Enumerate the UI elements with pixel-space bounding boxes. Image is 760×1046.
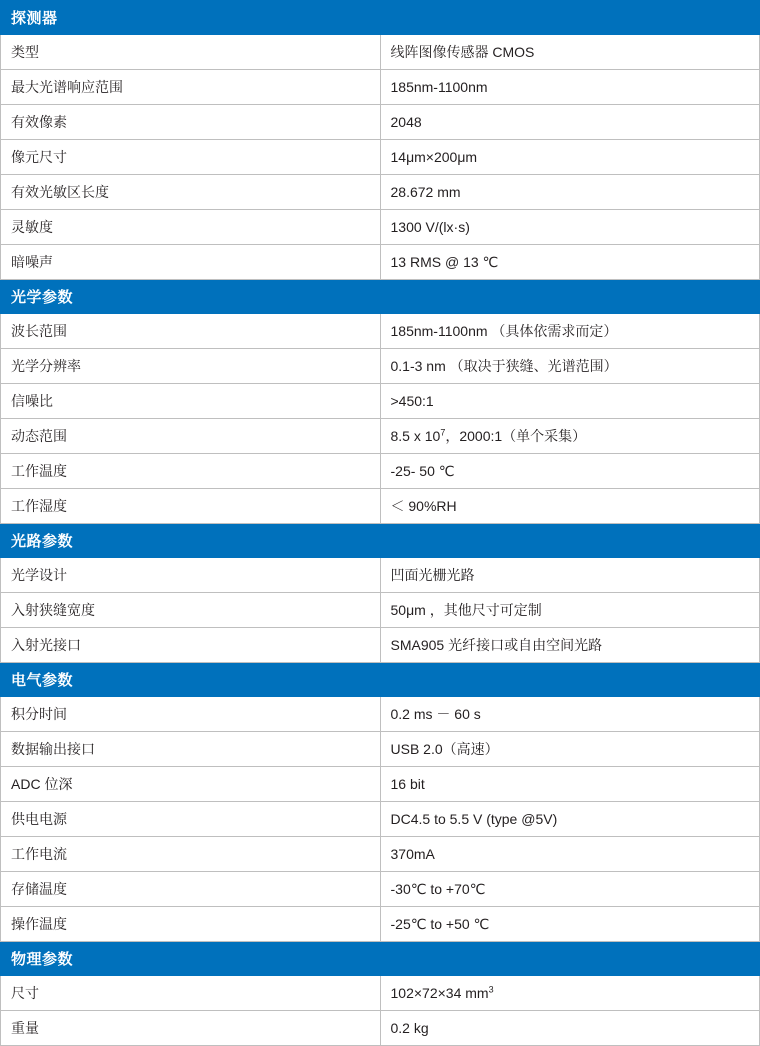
spec-label: 有效像素 xyxy=(1,105,381,140)
spec-value: 14μm×200μm xyxy=(380,140,760,175)
spec-value-exponent: 7 xyxy=(440,427,446,438)
section-header-row xyxy=(1,942,760,976)
spec-value: ＜ 90%RH xyxy=(380,489,760,524)
spec-label: 入射狭缝宽度 xyxy=(1,593,381,628)
table-row xyxy=(1,70,760,105)
table-row xyxy=(1,175,760,210)
spec-value: 线阵图像传感器 CMOS xyxy=(380,35,760,70)
spec-label: 工作湿度 xyxy=(1,489,381,524)
spec-value-exponent: 3 xyxy=(488,984,494,995)
spec-value: USB 2.0（高速） xyxy=(380,732,760,767)
spec-label: 入射光接口 xyxy=(1,628,381,663)
table-row xyxy=(1,697,760,732)
spec-label: 光学设计 xyxy=(1,558,381,593)
table-row xyxy=(1,732,760,767)
spec-label: 暗噪声 xyxy=(1,245,381,280)
spec-value-main: 102×72×34 mm xyxy=(390,985,489,1001)
spec-value: 凹面光栅光路 xyxy=(380,558,760,593)
spec-value: 2048 xyxy=(380,105,760,140)
table-row xyxy=(1,140,760,175)
spec-value: 185nm-1100nm xyxy=(380,70,760,105)
table-row xyxy=(1,767,760,802)
table-row xyxy=(1,384,760,419)
table-row xyxy=(1,314,760,349)
table-row xyxy=(1,558,760,593)
spec-label: 供电电源 xyxy=(1,802,381,837)
spec-label: 存储温度 xyxy=(1,872,381,907)
table-row xyxy=(1,419,760,454)
spec-label: 灵敏度 xyxy=(1,210,381,245)
section-header-row xyxy=(1,524,760,558)
spec-value-tail: ，2000:1（单个采集） xyxy=(445,428,587,444)
spec-value: 16 bit xyxy=(380,767,760,802)
table-row xyxy=(1,593,760,628)
spec-label: 动态范围 xyxy=(1,419,381,454)
spec-label: 最大光谱响应范围 xyxy=(1,70,381,105)
spec-label: 类型 xyxy=(1,35,381,70)
section-heading: 物理参数 xyxy=(1,942,760,976)
table-row xyxy=(1,872,760,907)
table-row xyxy=(1,245,760,280)
table-row xyxy=(1,907,760,942)
spec-label: 光学分辨率 xyxy=(1,349,381,384)
spec-label: 操作温度 xyxy=(1,907,381,942)
spec-value: 50μm ，其他尺寸可定制 xyxy=(380,593,760,628)
spec-label: 有效光敏区长度 xyxy=(1,175,381,210)
spec-value-composite xyxy=(380,976,760,1011)
table-row xyxy=(1,489,760,524)
table-row xyxy=(1,105,760,140)
spec-label: 数据输出接口 xyxy=(1,732,381,767)
spec-value-main: 8.5 x 10 xyxy=(390,428,441,444)
section-header-row xyxy=(1,280,760,314)
spec-value: 1300 V/(lx·s) xyxy=(380,210,760,245)
table-row xyxy=(1,349,760,384)
section-heading: 电气参数 xyxy=(1,663,760,697)
spec-label: 波长范围 xyxy=(1,314,381,349)
spec-value: 0.2 ms － 60 s xyxy=(380,697,760,732)
section-heading: 光学参数 xyxy=(1,280,760,314)
spec-value: DC4.5 to 5.5 V (type @5V) xyxy=(380,802,760,837)
table-row xyxy=(1,1011,760,1046)
spec-label: 工作温度 xyxy=(1,454,381,489)
spec-value: -25℃ to +50 ℃ xyxy=(380,907,760,942)
table-row xyxy=(1,35,760,70)
spec-label: 尺寸 xyxy=(1,976,381,1011)
spec-label: 像元尺寸 xyxy=(1,140,381,175)
section-heading: 光路参数 xyxy=(1,524,760,558)
spec-label: ADC 位深 xyxy=(1,767,381,802)
table-row xyxy=(1,837,760,872)
spec-label: 重量 xyxy=(1,1011,381,1046)
spec-value-composite xyxy=(380,419,760,454)
spec-value: SMA905 光纤接口或自由空间光路 xyxy=(380,628,760,663)
spec-value: 28.672 mm xyxy=(380,175,760,210)
spec-label: 工作电流 xyxy=(1,837,381,872)
section-header-row xyxy=(1,663,760,697)
table-row xyxy=(1,210,760,245)
spec-label: 信噪比 xyxy=(1,384,381,419)
section-header-row xyxy=(1,1,760,35)
table-row xyxy=(1,454,760,489)
section-heading: 探测器 xyxy=(1,1,760,35)
spec-value: -25- 50 ℃ xyxy=(380,454,760,489)
table-row xyxy=(1,976,760,1011)
spec-value: 0.1-3 nm （取决于狭缝、光谱范围） xyxy=(380,349,760,384)
spec-value: 13 RMS @ 13 ℃ xyxy=(380,245,760,280)
table-row xyxy=(1,802,760,837)
spec-value: 185nm-1100nm （具体依需求而定） xyxy=(380,314,760,349)
spec-value: 0.2 kg xyxy=(380,1011,760,1046)
table-row xyxy=(1,628,760,663)
spec-value: -30℃ to +70℃ xyxy=(380,872,760,907)
spec-value: >450:1 xyxy=(380,384,760,419)
spec-label: 积分时间 xyxy=(1,697,381,732)
spec-value: 370mA xyxy=(380,837,760,872)
specification-table-body xyxy=(1,1,760,1046)
